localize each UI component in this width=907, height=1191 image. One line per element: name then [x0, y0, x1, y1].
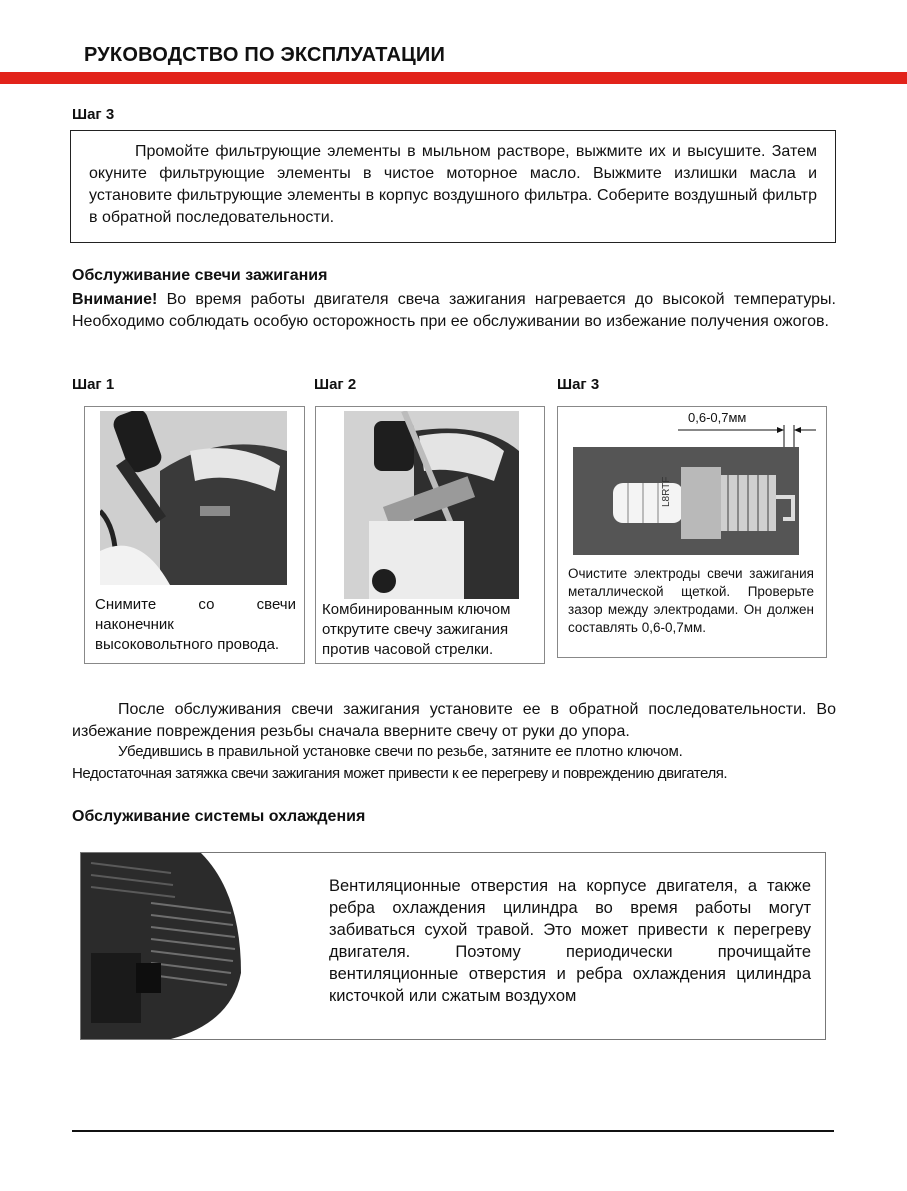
air-filter-text: Промойте фильтрующие элементы в мыльном растворе, выжмите их и высушите. Затем окуните фильтрующие элементы в чистое моторное масло. Выжмите излишки масла и установите фильтрующие элементы в корпус воздушного фильтра. Соберите воздушный фильтр в обратной последовательности.	[89, 143, 817, 226]
engine-vent-illustration	[81, 853, 243, 1039]
plug-marking: L8RTF	[661, 476, 672, 507]
step-2-photo	[344, 411, 519, 599]
step-1-card	[84, 406, 305, 664]
step-2-label: Шаг 2	[314, 376, 357, 393]
engine-boot-removal-illustration	[100, 411, 287, 585]
air-filter-step-label: Шаг 3	[72, 106, 115, 123]
cooling-box	[80, 852, 826, 1040]
step-1-caption: Снимите со свечи наконечник высоковольтного провода.	[95, 596, 296, 653]
footer-divider	[72, 1130, 834, 1132]
step-3-card	[557, 406, 827, 658]
step-3-label: Шаг 3	[557, 376, 600, 393]
spark-plug-warning	[72, 289, 836, 333]
spark-plug-illustration	[573, 447, 799, 555]
warning-text: Во время работы двигателя свеча зажигания нагревается до высокой температуры. Необходимо соблюдать особую осторожность при ее обслуживании во избежание получения ожогов.	[72, 291, 836, 330]
step-3-caption: Очистите электроды свечи зажигания металлической щеткой. Проверьте зазор между электродами. Он должен составлять 0,6-0,7мм.	[568, 566, 814, 635]
gap-label: 0,6-0,7мм	[688, 410, 747, 425]
header-accent-bar	[0, 72, 907, 84]
step-1-label: Шаг 1	[72, 376, 115, 393]
cooling-text: Вентиляционные отверстия на корпусе двигателя, а также ребра охлаждения цилиндра во время работы могут забиваться сухой травой. Это может привести к перегреву двигателя. Поэтому периодически прочищайте вентиляционные отверстия и ребра охлаждения цилиндра кисточкой или сжатым воздухом	[329, 877, 811, 1005]
spark-plug-section-title: Обслуживание свечи зажигания	[72, 267, 328, 284]
wrench-unscrewing-illustration	[344, 411, 519, 599]
step-3-photo	[573, 447, 799, 555]
cooling-section-title: Обслуживание системы охлаждения	[72, 808, 366, 825]
air-filter-box	[70, 130, 836, 243]
after-service-text-2b: Недостаточная затяжка свечи зажигания может привести к ее перегреву и повреждению двигателя.	[72, 765, 728, 782]
cooling-photo	[81, 853, 243, 1039]
step-2-caption: Комбинированным ключом открутите свечу зажигания против часовой стрелки.	[322, 601, 511, 658]
page-title: РУКОВОДСТВО ПО ЭКСПЛУАТАЦИИ	[84, 44, 446, 66]
after-service-text-2a: Убедившись в правильной установке свечи по резьбе, затяните ее плотно ключом.	[118, 743, 683, 760]
warning-label: Внимание!	[72, 291, 158, 308]
after-service-text-1: После обслуживания свечи зажигания установите ее в обратной последовательности. Во избежание повреждения резьбы сначала вверните свечу от руки до упора.	[72, 701, 836, 740]
step-1-photo	[100, 411, 287, 585]
step-2-card	[315, 406, 545, 664]
